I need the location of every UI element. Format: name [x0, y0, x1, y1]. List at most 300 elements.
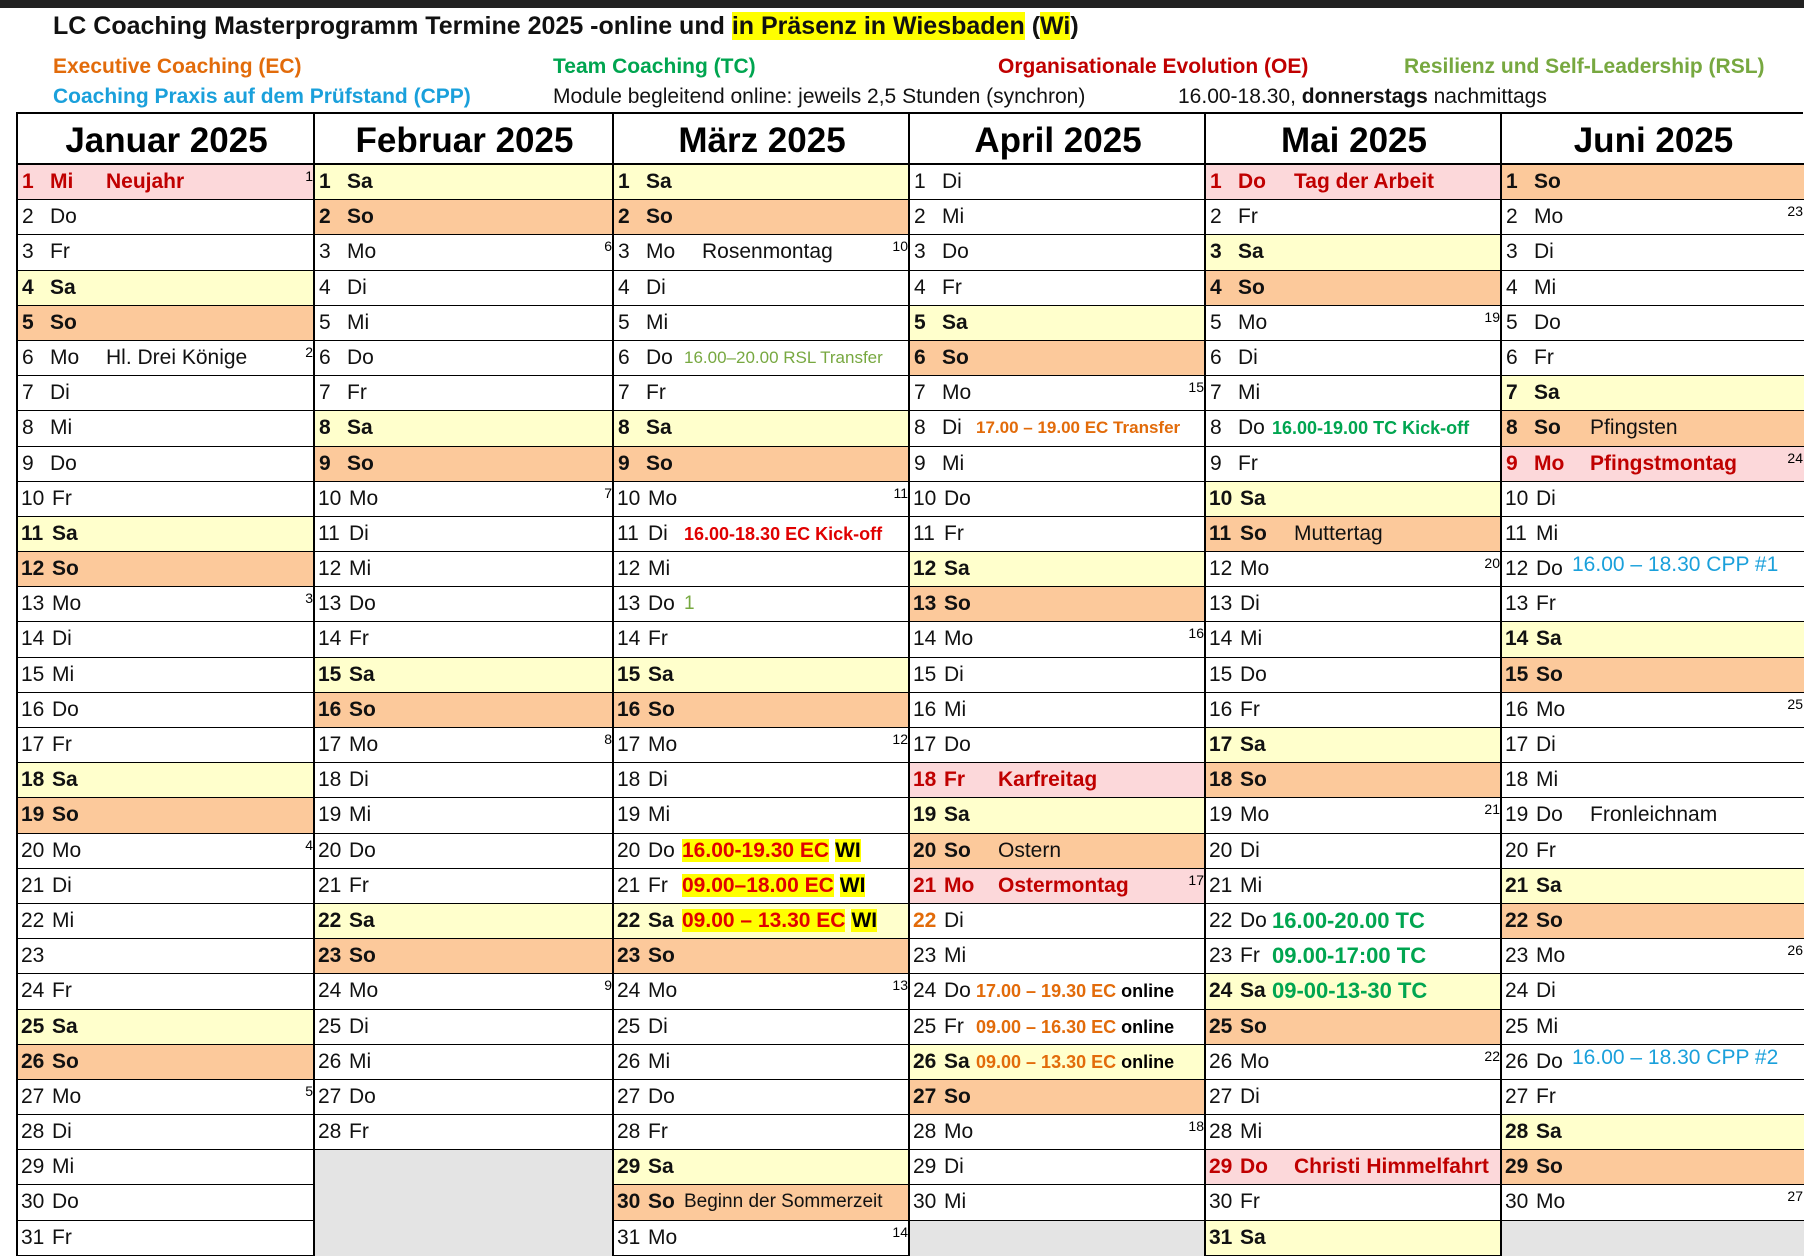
day-cell	[614, 376, 910, 411]
month-column	[16, 114, 315, 1256]
day-cell	[910, 376, 1206, 411]
weekday-label: Do	[648, 838, 675, 862]
week-number: 21	[1484, 801, 1500, 818]
weekday-label: So	[1534, 416, 1561, 440]
weekday-label: Do	[349, 838, 376, 862]
day-number: 5	[22, 310, 34, 334]
weekday-label: Mo	[1536, 1190, 1566, 1214]
day-cell	[1206, 834, 1502, 869]
day-number: 14	[318, 627, 342, 651]
day-number: 9	[1210, 451, 1222, 475]
day-cell	[1206, 728, 1502, 763]
weekday-label: Mi	[1240, 873, 1263, 897]
day-number: 11	[1209, 521, 1232, 545]
day-cell	[910, 587, 1206, 622]
day-number: 15	[21, 662, 45, 686]
weekday-label: Di	[942, 170, 962, 193]
weekday-label: Fr	[1240, 944, 1260, 968]
weekday-label: Do	[1240, 908, 1267, 932]
day-number: 4	[1210, 275, 1222, 299]
weekday-label: Di	[1240, 1084, 1260, 1108]
weekday-label: Do	[1238, 170, 1266, 193]
day-number: 19	[913, 803, 937, 827]
day-cell	[315, 552, 614, 587]
day-number: 30	[21, 1190, 45, 1214]
day-number: 1	[319, 170, 331, 193]
event-label: 09-00-13-30 TC	[1272, 978, 1428, 1004]
weekday-label: Di	[1536, 979, 1556, 1003]
time-note-suffix: nachmittags	[1427, 85, 1547, 108]
day-cell	[614, 1045, 910, 1080]
event-text: 16.00-19.30 EC	[682, 838, 830, 862]
weekday-label: Mi	[944, 944, 967, 968]
weekday-label: So	[1240, 768, 1267, 792]
month-column	[1500, 114, 1804, 1256]
weekday-label: Do	[646, 345, 673, 369]
day-number: 25	[1505, 1014, 1529, 1038]
week-number: 11	[893, 484, 908, 501]
day-number: 5	[1210, 310, 1222, 334]
week-number: 18	[1188, 1118, 1204, 1135]
day-cell	[910, 693, 1206, 728]
day-cell	[18, 798, 315, 833]
day-cell	[315, 482, 614, 517]
weekday-label: Mi	[349, 803, 372, 827]
weekday-label: Mi	[1240, 627, 1263, 651]
weekday-label: Do	[1238, 416, 1265, 440]
day-cell	[1206, 341, 1502, 376]
day-number: 1	[618, 170, 630, 193]
day-cell	[315, 658, 614, 693]
day-cell	[18, 834, 315, 869]
wi-tag: WI	[835, 838, 861, 862]
day-cell	[910, 1150, 1206, 1185]
week-number: 13	[892, 977, 908, 994]
day-cell	[18, 235, 315, 270]
day-number: 2	[914, 205, 926, 229]
day-number: 13	[21, 592, 45, 616]
weekday-label: So	[52, 803, 79, 827]
event-label: 17.00 – 19.30 EC online	[976, 981, 1175, 1002]
weekday-label: Mo	[349, 979, 379, 1003]
weekday-label: So	[50, 310, 77, 334]
day-number: 5	[914, 310, 926, 334]
day-number: 10	[318, 486, 342, 510]
day-number: 23	[318, 944, 342, 968]
day-number: 20	[617, 838, 641, 862]
weekday-label: Do	[347, 345, 374, 369]
day-cell	[1502, 235, 1804, 270]
weekday-label: Mo	[648, 1225, 678, 1249]
weekday-label: Di	[648, 521, 668, 545]
weekday-label: So	[347, 451, 374, 475]
day-number: 8	[1506, 416, 1518, 440]
weekday-label: Fr	[50, 240, 70, 264]
weekday-label: Mo	[1240, 557, 1270, 581]
weekday-label: So	[52, 557, 79, 581]
week-number: 2	[305, 343, 313, 360]
day-cell	[1206, 376, 1502, 411]
day-number: 24	[21, 979, 45, 1003]
day-number: 4	[319, 275, 331, 299]
weekday-label: Sa	[646, 416, 672, 440]
weekday-label: Do	[1240, 1155, 1268, 1179]
weekday-label: Sa	[1536, 627, 1562, 651]
day-number: 29	[21, 1155, 45, 1179]
day-cell	[1206, 447, 1502, 482]
weekday-label: Do	[1536, 557, 1563, 581]
weekday-label: Fr	[52, 1225, 72, 1249]
day-number: 10	[1505, 486, 1529, 510]
weekday-label: Di	[942, 416, 962, 440]
day-number: 22	[318, 908, 342, 932]
day-cell	[315, 834, 614, 869]
day-cell	[315, 904, 614, 939]
weekday-label: Fr	[1534, 345, 1554, 369]
week-number: 19	[1484, 308, 1500, 325]
weekday-label: So	[1534, 170, 1561, 193]
weekday-label: Mo	[944, 873, 975, 897]
day-number: 16	[21, 697, 45, 721]
day-number: 4	[618, 275, 630, 299]
day-cell	[614, 271, 910, 306]
module-note: Module begleitend online: jeweils 2,5 Stunden (synchron)	[553, 85, 1086, 108]
day-number: 30	[617, 1190, 641, 1214]
weekday-label: Sa	[1536, 1120, 1562, 1144]
weekday-label: Mo	[1534, 451, 1565, 475]
day-cell	[614, 165, 910, 200]
day-cell	[614, 974, 910, 1009]
weekday-label: Di	[52, 627, 72, 651]
day-cell	[910, 622, 1206, 657]
day-cell	[18, 1221, 315, 1256]
weekday-label: Mi	[50, 416, 73, 440]
weekday-label: So	[1536, 1155, 1563, 1179]
weekday-label: Sa	[347, 416, 373, 440]
week-number: 10	[892, 238, 908, 255]
weekday-label: Mi	[944, 1190, 967, 1214]
day-number: 6	[914, 345, 926, 369]
weekday-label: Mo	[1536, 944, 1566, 968]
holiday-label: Christi Himmelfahrt	[1294, 1155, 1489, 1179]
day-cell	[315, 587, 614, 622]
day-cell	[614, 693, 910, 728]
day-cell	[18, 165, 315, 200]
title-wi-tag: Wi	[1040, 12, 1071, 40]
day-number: 6	[1506, 345, 1518, 369]
day-cell	[910, 869, 1206, 904]
day-cell	[614, 904, 910, 939]
day-cell	[315, 411, 614, 446]
day-number: 2	[1506, 205, 1518, 229]
day-number: 12	[21, 557, 45, 581]
time-note	[1178, 85, 1547, 109]
day-cell	[1206, 235, 1502, 270]
day-number: 17	[913, 733, 937, 756]
day-number: 9	[22, 451, 34, 475]
weekday-label: Di	[944, 908, 964, 932]
weekday-label: So	[944, 592, 971, 616]
empty-cell	[315, 1221, 614, 1256]
event-label	[682, 834, 861, 868]
day-number: 4	[914, 275, 926, 299]
day-number: 24	[1505, 979, 1529, 1003]
day-cell	[315, 1045, 614, 1080]
day-number: 21	[617, 873, 641, 897]
weekday-label: Mo	[52, 838, 82, 862]
day-cell	[315, 447, 614, 482]
day-number: 22	[1505, 908, 1529, 932]
day-cell	[1502, 271, 1804, 306]
weekday-label: Mi	[648, 803, 671, 827]
day-number: 5	[319, 310, 331, 334]
time-note-time: 16.00-18.30,	[1178, 85, 1302, 108]
day-number: 30	[913, 1190, 937, 1214]
weekday-label: Sa	[944, 557, 970, 581]
weekday-label: Fr	[347, 381, 367, 405]
weekday-label: Mi	[944, 697, 967, 721]
weekday-label: Do	[1240, 662, 1267, 686]
day-number: 29	[617, 1155, 641, 1179]
event-label: 16.00-20.00 TC	[1272, 907, 1425, 933]
weekday-label: Do	[648, 1084, 675, 1108]
day-cell	[315, 869, 614, 904]
day-number: 18	[318, 768, 342, 792]
day-cell	[18, 482, 315, 517]
day-number: 12	[1209, 557, 1233, 581]
day-cell	[1502, 834, 1804, 869]
day-number: 19	[318, 803, 342, 827]
weekday-label: Fr	[349, 1120, 369, 1144]
day-cell	[18, 904, 315, 939]
weekday-label: So	[646, 205, 673, 229]
day-number: 8	[618, 416, 630, 440]
weekday-label: Mo	[648, 486, 678, 510]
week-number: 23	[1787, 203, 1803, 220]
day-number: 31	[617, 1225, 641, 1249]
weekday-label: So	[1240, 521, 1267, 545]
day-cell	[910, 306, 1206, 341]
week-number: 5	[305, 1082, 313, 1099]
weekday-label: Di	[1534, 240, 1554, 264]
day-number: 24	[1209, 979, 1233, 1003]
day-number: 21	[318, 873, 342, 897]
day-cell	[315, 376, 614, 411]
day-number: 12	[318, 557, 342, 581]
day-number: 3	[618, 240, 630, 264]
day-cell	[18, 939, 315, 974]
day-number: 3	[914, 240, 926, 264]
event-label: 1	[684, 593, 695, 615]
day-cell	[1206, 552, 1502, 587]
weekday-label: Sa	[1536, 873, 1562, 897]
weekday-label: Di	[349, 768, 369, 792]
day-cell	[1206, 1221, 1502, 1256]
week-number: 7	[604, 484, 612, 501]
weekday-label: Mi	[52, 1155, 75, 1179]
day-cell	[1206, 587, 1502, 622]
day-number: 9	[618, 451, 630, 475]
day-number: 8	[1210, 416, 1222, 440]
weekday-label: Mo	[52, 592, 82, 616]
day-number: 26	[1505, 1049, 1529, 1073]
day-number: 15	[1209, 662, 1233, 686]
day-number: 15	[913, 662, 937, 686]
day-cell	[18, 622, 315, 657]
day-number: 26	[21, 1049, 45, 1073]
week-number: 12	[892, 731, 908, 747]
weekday-label: Do	[1536, 803, 1563, 827]
weekday-label: Mo	[944, 1120, 974, 1144]
day-cell	[910, 834, 1206, 869]
day-cell	[18, 1185, 315, 1220]
day-cell	[315, 939, 614, 974]
day-number: 23	[913, 944, 937, 968]
legend-rsl: Resilienz und Self-Leadership (RSL)	[1404, 55, 1765, 78]
day-number: 15	[1505, 662, 1529, 686]
day-number: 24	[913, 979, 937, 1003]
day-cell	[18, 1045, 315, 1080]
holiday-label: Pfingsten	[1590, 416, 1678, 440]
title-paren-close: )	[1070, 12, 1079, 40]
weekday-label: Do	[52, 1190, 79, 1214]
weekday-label: Do	[1536, 1049, 1563, 1073]
day-number: 7	[22, 381, 34, 405]
day-number: 17	[1209, 733, 1233, 756]
day-number: 22	[1209, 908, 1233, 932]
wi-tag: WI	[839, 873, 866, 897]
time-note-day: donnerstags	[1301, 85, 1428, 108]
title-text: LC Coaching Masterprogramm Termine 2025 -online und	[53, 12, 732, 40]
empty-cell	[315, 1185, 614, 1220]
day-cell	[1502, 447, 1804, 482]
day-cell	[18, 200, 315, 235]
holiday-label: Fronleichnam	[1590, 803, 1718, 827]
day-cell	[315, 693, 614, 728]
weekday-label: Mo	[1534, 205, 1564, 229]
day-cell	[18, 271, 315, 306]
day-cell	[1502, 693, 1804, 728]
weekday-label: Di	[1536, 486, 1556, 510]
day-cell	[1206, 693, 1502, 728]
day-number: 10	[1209, 486, 1233, 510]
legend-ec: Executive Coaching (EC)	[53, 55, 302, 78]
day-cell	[1502, 165, 1804, 200]
day-cell	[315, 1115, 614, 1150]
day-number: 16	[318, 697, 342, 721]
day-cell	[614, 763, 910, 798]
day-number: 23	[21, 944, 45, 968]
weekday-label: Mi	[1536, 521, 1559, 545]
weekday-label: Mo	[349, 486, 379, 510]
month-header: März 2025	[614, 114, 910, 165]
day-number: 13	[913, 592, 937, 616]
weekday-label: Fr	[944, 1014, 964, 1038]
wi-tag: WI	[851, 908, 878, 932]
day-number: 17	[21, 733, 45, 756]
day-cell	[1206, 1010, 1502, 1045]
weekday-label: Mo	[1240, 803, 1270, 827]
weekday-label: Mi	[1536, 768, 1559, 792]
holiday-label: Ostermontag	[998, 873, 1129, 897]
day-cell	[910, 1080, 1206, 1115]
week-number: 6	[604, 238, 612, 255]
day-number: 5	[1506, 310, 1518, 334]
month-column	[313, 114, 614, 1256]
weekday-label: Mi	[942, 451, 965, 475]
day-number: 27	[617, 1084, 641, 1108]
day-number: 4	[1506, 275, 1518, 299]
day-number: 14	[1209, 627, 1233, 651]
day-number: 31	[21, 1225, 45, 1249]
week-number: 3	[305, 590, 313, 607]
empty-cell	[910, 1221, 1206, 1256]
day-number: 18	[617, 768, 641, 792]
day-number: 17	[1505, 733, 1529, 756]
weekday-label: So	[52, 1049, 79, 1073]
day-cell	[1502, 1010, 1804, 1045]
weekday-label: Fr	[942, 275, 962, 299]
online-tag: online	[1121, 1051, 1175, 1072]
day-number: 14	[913, 627, 937, 651]
day-number: 21	[21, 873, 45, 897]
day-number: 29	[1209, 1155, 1233, 1179]
day-cell	[1206, 904, 1502, 939]
week-number: 1	[305, 168, 313, 184]
weekday-label: Sa	[52, 768, 78, 792]
weekday-label: So	[347, 205, 374, 229]
day-cell	[910, 447, 1206, 482]
day-cell	[1502, 658, 1804, 693]
event-text: 09.00–18.00 EC	[682, 873, 834, 897]
day-cell	[1206, 1150, 1502, 1185]
weekday-label: Mo	[646, 240, 676, 264]
day-cell	[315, 341, 614, 376]
weekday-label: Di	[646, 275, 666, 299]
month-header: Februar 2025	[315, 114, 614, 165]
day-number: 28	[318, 1120, 342, 1144]
week-number: 9	[604, 977, 612, 994]
day-cell	[910, 1115, 1206, 1150]
day-cell	[18, 587, 315, 622]
day-cell	[1206, 482, 1502, 517]
day-number: 30	[1209, 1190, 1233, 1214]
day-number: 27	[21, 1084, 45, 1108]
weekday-label: Mi	[1534, 275, 1557, 299]
day-number: 20	[1505, 838, 1529, 862]
weekday-label: Fr	[1240, 1190, 1260, 1214]
weekday-label: So	[648, 944, 675, 968]
day-cell	[18, 658, 315, 693]
day-number: 20	[21, 838, 45, 862]
weekday-label: Sa	[349, 662, 375, 686]
day-number: 2	[618, 205, 630, 229]
day-number: 7	[618, 381, 630, 405]
day-number: 1	[914, 170, 926, 193]
day-cell	[18, 1010, 315, 1045]
day-number: 20	[913, 838, 937, 862]
weekday-label: Mi	[347, 310, 370, 334]
day-number: 25	[21, 1014, 45, 1038]
weekday-label: Sa	[942, 310, 968, 334]
day-cell	[1502, 587, 1804, 622]
weekday-label: Mo	[1536, 697, 1566, 721]
day-number: 17	[617, 733, 641, 756]
day-number: 1	[1506, 170, 1518, 193]
day-number: 2	[22, 205, 34, 229]
day-cell	[1502, 341, 1804, 376]
day-cell	[18, 552, 315, 587]
